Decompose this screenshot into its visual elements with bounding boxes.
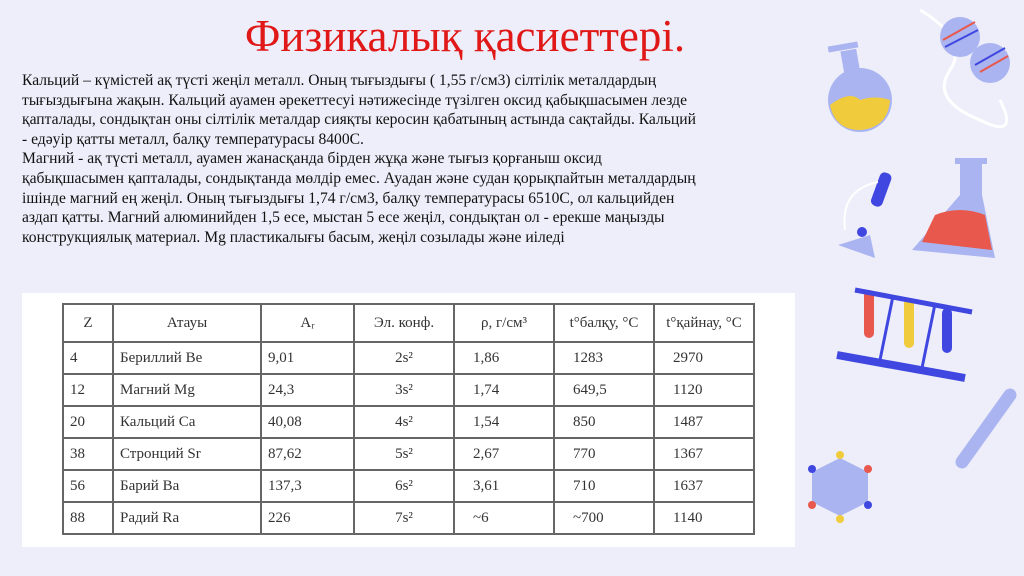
table-cell: Бериллий Be	[113, 342, 261, 374]
text-line: қабықшасымен қапталады, сондықтанда мөлдір емес. Ауадан және судан қорықпайтын металдардың	[22, 169, 696, 187]
body-text	[22, 71, 842, 247]
table-cell: Кальций Ca	[113, 406, 261, 438]
conical-flask-icon	[912, 158, 995, 258]
table-row	[63, 374, 754, 406]
table-cell: 1283	[554, 342, 654, 374]
table-cell: 1120	[654, 374, 754, 406]
table-cell: 1140	[654, 502, 754, 534]
table-cell: 1,54	[454, 406, 554, 438]
table-cell: 2,67	[454, 438, 554, 470]
table-cell: 56	[63, 470, 113, 502]
table-cell: 1,74	[454, 374, 554, 406]
table-cell: 1,86	[454, 342, 554, 374]
table-cell: 1367	[654, 438, 754, 470]
table-cell: Радий Ra	[113, 502, 261, 534]
table-cell: 226	[261, 502, 354, 534]
table-cell: 2s²	[354, 342, 454, 374]
table-cell: Стронций Sr	[113, 438, 261, 470]
test-tube-icon	[962, 395, 1010, 462]
table-cell: 4s²	[354, 406, 454, 438]
microscope-icon	[838, 171, 893, 258]
dna-icon	[920, 10, 1010, 127]
column-header: t°балқу, °C	[554, 304, 654, 342]
text-line: конструкциялық материал. Mg пластикалығы басым, жеңіл созылады және иіледі	[22, 228, 565, 246]
column-header: Атауы	[113, 304, 261, 342]
slide-title: Физикалық қасиеттері.	[244, 11, 686, 61]
table-row	[63, 438, 754, 470]
table-cell: 649,5	[554, 374, 654, 406]
table-cell: 5s²	[354, 438, 454, 470]
text-line: Кальций – күмістей ақ түсті жеңіл металл. Оның тығыздығы ( 1,55 г/см3) сілтілік металдардың	[22, 72, 657, 89]
chemistry-decorations	[800, 0, 1024, 576]
table-cell: 6s²	[354, 470, 454, 502]
table-cell: Барий Ba	[113, 470, 261, 502]
table-cell: 88	[63, 502, 113, 534]
table-cell: ~6	[454, 502, 554, 534]
text-line: тығыздығына жақын. Кальций ауамен әрекеттесуі нәтижесінде түзілген оксид қабықшасымен лезде	[22, 91, 688, 109]
table-row	[63, 470, 754, 502]
column-header: ρ, г/см³	[454, 304, 554, 342]
table-cell: 1487	[654, 406, 754, 438]
properties-table	[62, 303, 755, 535]
table-cell: 710	[554, 470, 654, 502]
table-row	[63, 342, 754, 374]
test-tube-rack-icon	[837, 290, 972, 378]
table-cell: 4	[63, 342, 113, 374]
text-line: Магний - ақ түсті металл, ауамен жанасқанда бірден жұқа және тығыз қорғаныш оксид	[22, 150, 602, 168]
table-cell: 87,62	[261, 438, 354, 470]
table-cell: 137,3	[261, 470, 354, 502]
table-cell: 850	[554, 406, 654, 438]
table-cell: 3s²	[354, 374, 454, 406]
text-line: ішінде магний ең жеңіл. Оның тығыздығы 1,74 г/см3, балқу температурасы 6510С, ол кальцийден	[22, 189, 675, 207]
table-cell: 24,3	[261, 374, 354, 406]
molecule-icon	[808, 451, 872, 523]
properties-table-image	[22, 293, 795, 547]
text-line: - едәуір қатты металл, балқу температурасы 8400С.	[22, 130, 364, 148]
table-cell: ~700	[554, 502, 654, 534]
table-row	[63, 502, 754, 534]
round-flask-icon	[828, 41, 892, 132]
table-cell: 9,01	[261, 342, 354, 374]
table-cell: 38	[63, 438, 113, 470]
table-cell: 3,61	[454, 470, 554, 502]
table-cell: 1637	[654, 470, 754, 502]
text-line: аздап қатты. Магний алюминийден 1,5 есе, мыстан 5 есе жеңіл, сондықтан ол - ерекше маңызды	[22, 209, 665, 227]
table-cell: 7s²	[354, 502, 454, 534]
table-body	[63, 342, 754, 534]
column-header: Эл. конф.	[354, 304, 454, 342]
table-cell: 20	[63, 406, 113, 438]
column-header: Aᵣ	[261, 304, 354, 342]
table-row	[63, 406, 754, 438]
text-line: қапталады, сондықтан оны сілтілік металдар сияқты керосин қабатының астында сақтайды. Кальций	[22, 111, 696, 129]
table-cell: 40,08	[261, 406, 354, 438]
table-cell: Магний Mg	[113, 374, 261, 406]
table-header-row	[63, 304, 754, 342]
column-header: Z	[63, 304, 113, 342]
table-cell: 12	[63, 374, 113, 406]
table-cell: 2970	[654, 342, 754, 374]
column-header: t°қайнау, °C	[654, 304, 754, 342]
table-cell: 770	[554, 438, 654, 470]
